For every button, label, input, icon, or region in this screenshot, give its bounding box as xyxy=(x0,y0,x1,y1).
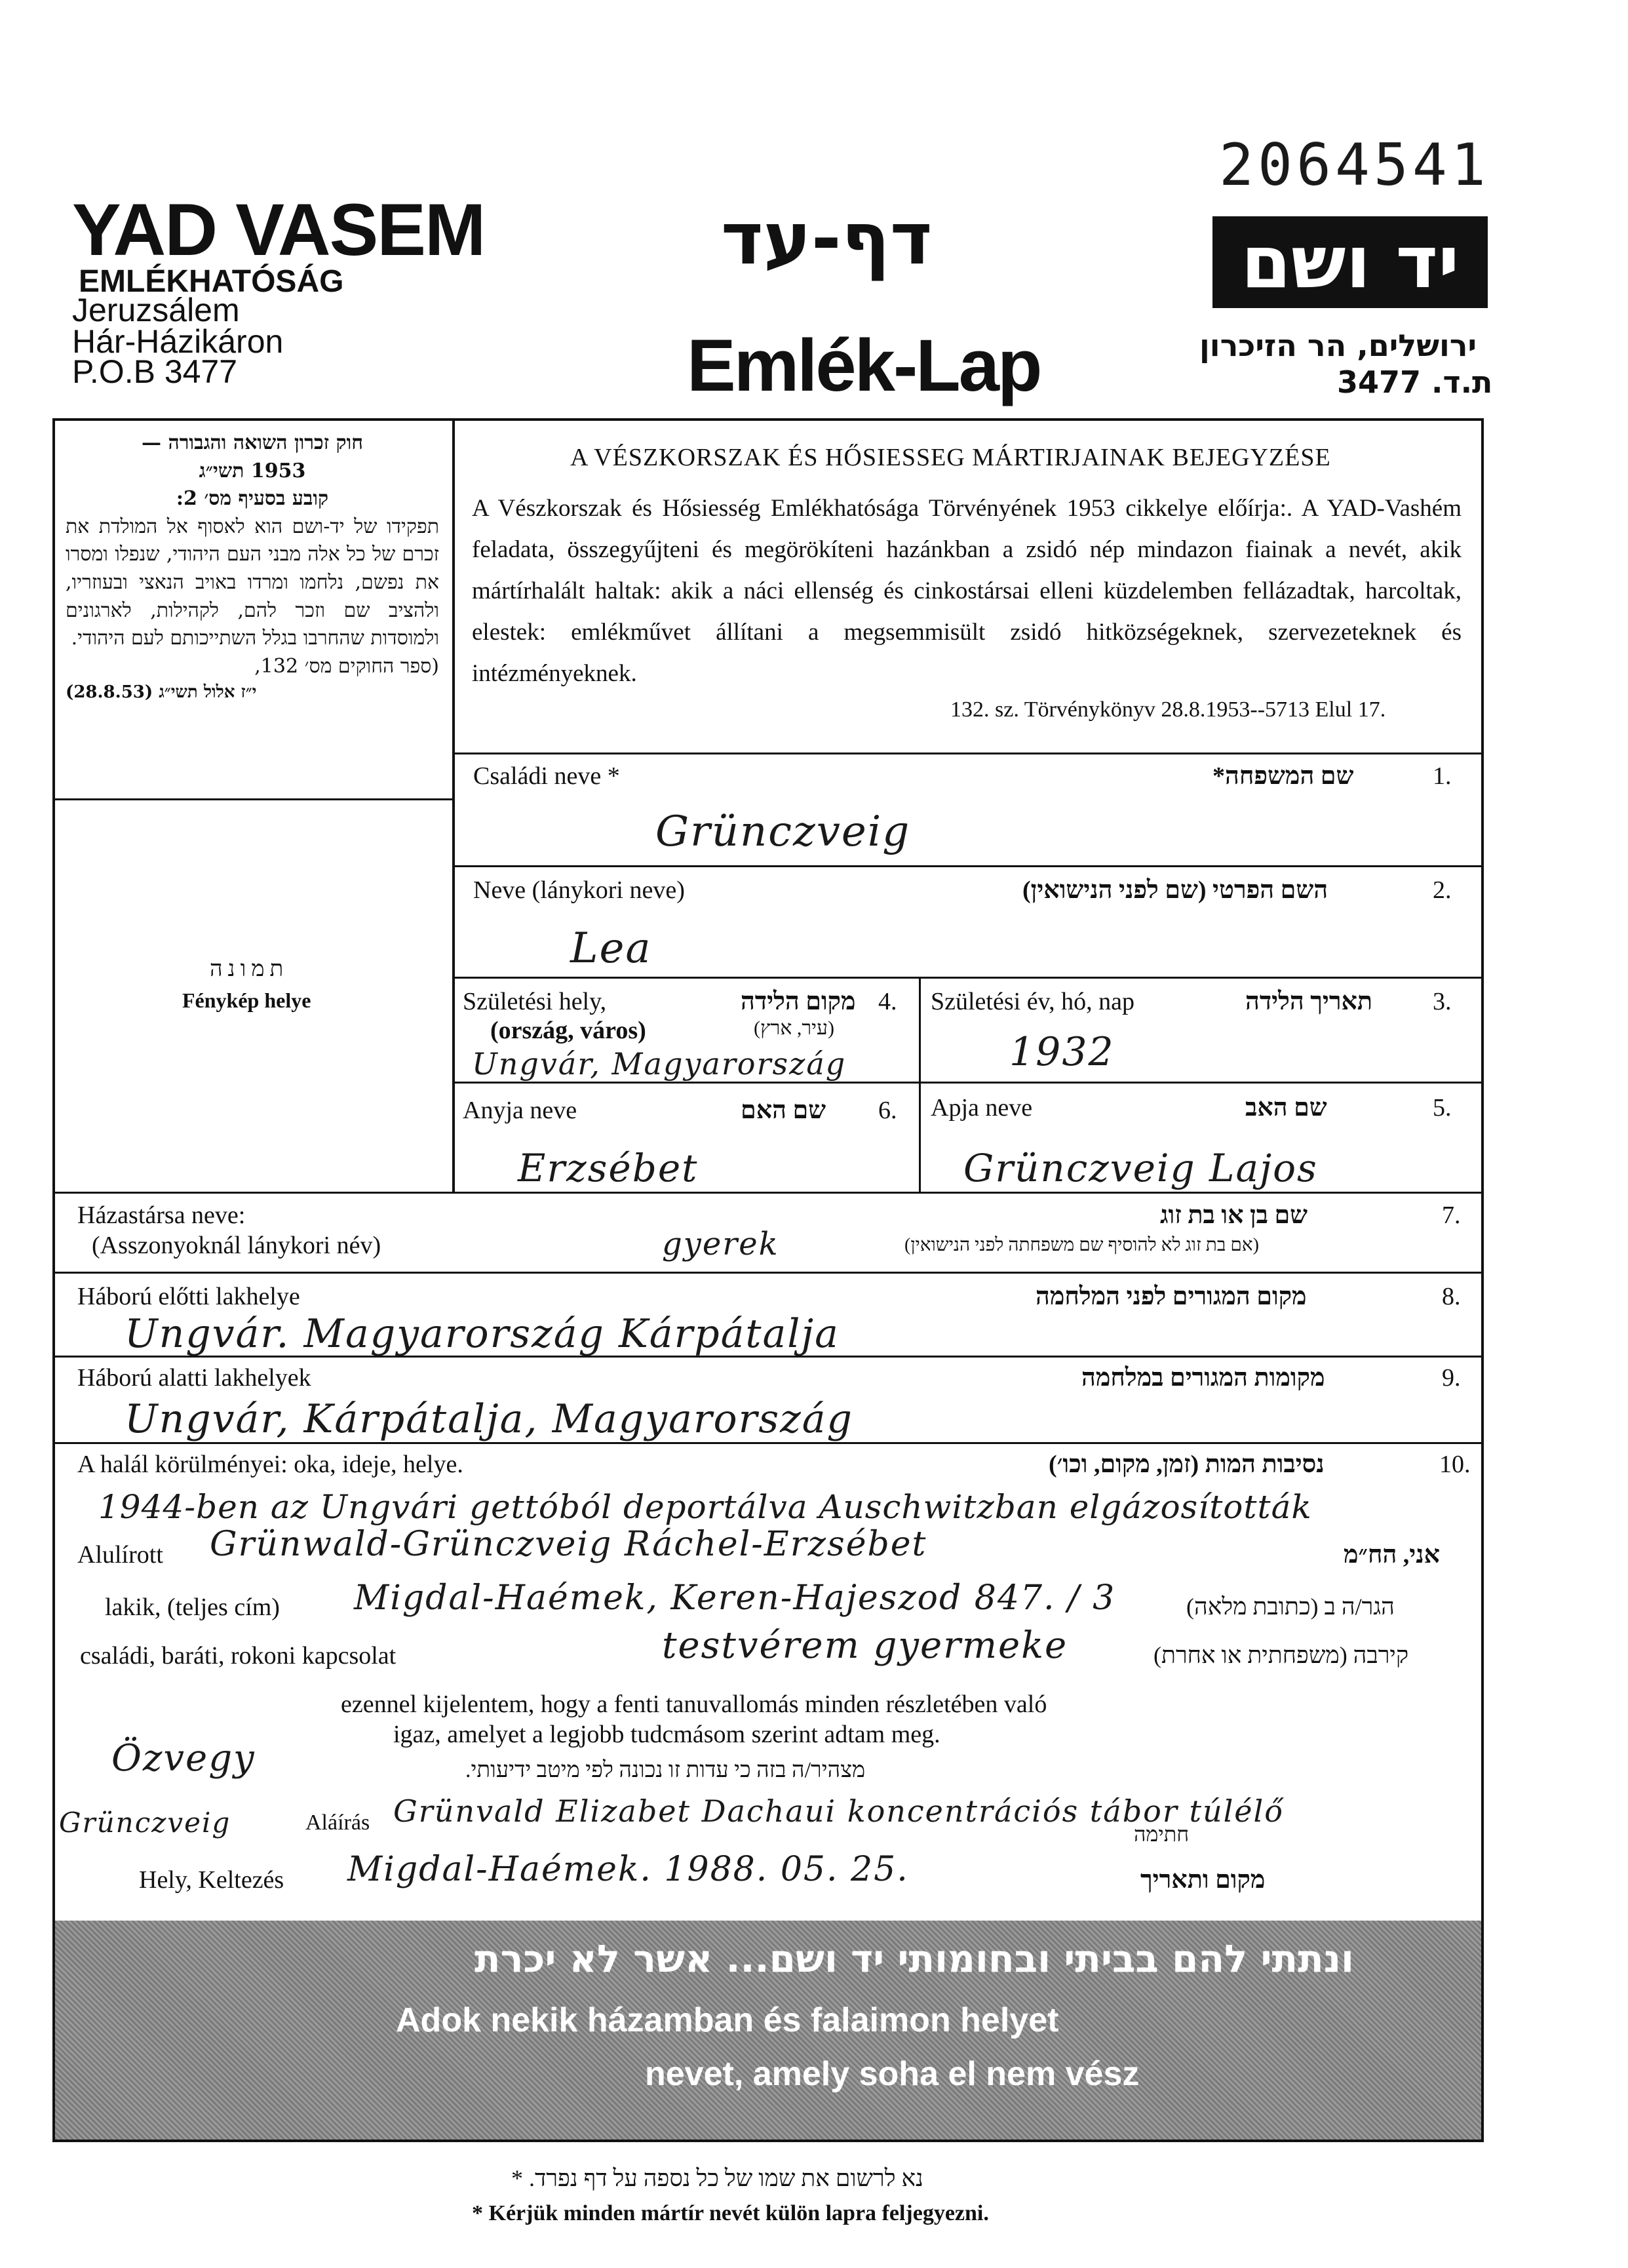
field-10-number: 10. xyxy=(1439,1451,1471,1478)
birthplace-label-hebrew: מקום הלידה xyxy=(741,988,856,1015)
birthplace-label: Születési hely, xyxy=(463,988,607,1015)
frame-bottom xyxy=(52,2140,1484,2142)
father-name-label-hebrew: שם האב xyxy=(1245,1094,1327,1122)
field-2-number: 2. xyxy=(1433,876,1452,904)
margin-note-surname: Grünczveig xyxy=(59,1807,231,1839)
relation-label-hebrew: קירבה (משפחתית או אחרת) xyxy=(1153,1642,1409,1668)
father-name-value: Grünczveig Lajos xyxy=(963,1146,1318,1190)
yad-vashem-logo xyxy=(1212,216,1488,308)
law-title: חוק זכרון השואה והגבורה — xyxy=(142,431,363,454)
statement-hebrew: מצהיר/ה בזה כי עדות זו נכונה לפי מיטב ידיעותי. xyxy=(465,1758,866,1782)
signature-label: Aláírás xyxy=(305,1810,370,1835)
law-date: י״ז אלול תשי״ג (28.8.53) xyxy=(66,682,257,703)
father-name-label: Apja neve xyxy=(931,1094,1033,1122)
signature-label-hebrew: חתימה xyxy=(1134,1822,1190,1846)
spouse-name-label-hebrew: שם בן או בת זוג xyxy=(1160,1202,1308,1229)
declarant-label: Alulírott xyxy=(77,1541,163,1569)
death-circumstances-label-hebrew: נסיבות המות (זמן, מקום, וכו׳) xyxy=(1049,1451,1325,1478)
surname-value: Grünczveig xyxy=(655,808,911,856)
law-reference: (ספר החוקים מס׳ 132, xyxy=(254,654,439,678)
spouse-name-label-hebrew-sub: (אם בת זוג לא להוסיף שם משפחתה לפני הנישואין) xyxy=(904,1235,1259,1255)
birthplace-value: Ungvár, Magyarország xyxy=(472,1046,847,1082)
address-value: Migdal-Haémek, Keren-Hajeszod 847. / 3 xyxy=(354,1578,1116,1618)
address-label: lakik, (teljes cím) xyxy=(105,1593,280,1621)
relation-value: testvérem gyermeke xyxy=(662,1624,1068,1667)
death-circumstances-label: A halál körülményei: oka, ideje, helye. xyxy=(77,1451,463,1478)
footer-note-hebrew-text: נא לרשום את שמו של כל נספה על דף נפרד. xyxy=(529,2165,923,2191)
frame-left xyxy=(52,418,55,2142)
surname-label-hebrew: שם המשפחה* xyxy=(1212,762,1354,790)
intro-text: A Vészkorszak és Hősiesség Emlékhatósága Törvényének 1953 cikkelye előírja:. A YAD-Vashém feladata, összegyűjteni és megörökíteni hazánkban a zsidó nép mindazon fiainak a nevét, akik mártírhalált haltak: akik a náci ellenség és cinkostársai elleni küzdelemben fellázadtak, harcoltak, elestek: emlékművet állítani a megsemmisült zsidó hitközségeknek, szervezeteknek és intézményeknek. xyxy=(472,495,1462,687)
record-number: 2064541 xyxy=(1219,131,1490,199)
pob-hebrew: ת.ד. 3477 xyxy=(1337,364,1493,400)
spouse-name-value: gyerek xyxy=(662,1226,779,1262)
law-section: קובע בסעיף מס׳ 2: xyxy=(176,487,329,511)
org-city: Jeruzsálem xyxy=(72,292,240,328)
org-subtitle: EMLÉKHATÓSÁG xyxy=(79,264,344,299)
relation-label: családi, baráti, rokoni kapcsolat xyxy=(80,1642,397,1670)
left-panel-divider xyxy=(452,418,455,1192)
declarant-name-value: Grünwald-Grünczveig Ráchel-Erzsébet xyxy=(210,1525,927,1564)
row-line-1 xyxy=(454,753,1483,754)
place-date-label: Hely, Keltezés xyxy=(139,1866,284,1894)
row-line-5 xyxy=(52,1192,1484,1194)
death-circumstances-value: 1944-ben az Ungvári gettóból deportálva Auschwitzban elgázosították xyxy=(98,1488,1312,1526)
statement-line-2: igaz, amelyet a legjobb tudcmásom szerint adtam meg. xyxy=(393,1721,940,1748)
birthdate-value: 1932 xyxy=(1009,1029,1115,1075)
prewar-residence-value: Ungvár. Magyarország Kárpátalja xyxy=(125,1311,840,1357)
birthplace-label-sub: (ország, város) xyxy=(490,1017,646,1044)
wartime-residence-label-hebrew: מקומות המגורים במלחמה xyxy=(1081,1364,1325,1392)
address-label-hebrew: הגר/ה ב (כתובת מלאה) xyxy=(1186,1593,1395,1620)
mother-name-label: Anyja neve xyxy=(463,1097,577,1124)
given-name-value: Lea xyxy=(570,924,652,973)
spouse-name-label: Házastársa neve: xyxy=(77,1202,246,1229)
field-4-number: 4. xyxy=(878,988,897,1015)
surname-label: Családi neve * xyxy=(473,762,620,790)
birthplace-label-hebrew-sub: (עיר, ארץ) xyxy=(754,1017,834,1039)
given-name-label: Neve (lánykori neve) xyxy=(473,876,685,904)
form-title: Emlék-Lap xyxy=(687,324,1041,406)
law-text-block xyxy=(66,429,439,705)
org-location: Hár-Házikáron xyxy=(72,323,284,360)
banner-line-1: Adok nekik házamban és falaimon helyet xyxy=(396,2001,1059,2039)
field-6-number: 6. xyxy=(878,1097,897,1124)
footer-note-hebrew: נא לרשום את שמו של כל נספה על דף נפרד. * xyxy=(511,2165,923,2191)
given-name-label-hebrew: השם הפרטי (שם לפני הנישואין) xyxy=(1022,876,1328,904)
frame-right xyxy=(1481,418,1484,2142)
row-line-3 xyxy=(454,977,1483,979)
title-hebrew: דף-עד xyxy=(721,197,933,281)
statement-line-1: ezennel kijelentem, hogy a fenti tanuvallomás minden részletében való xyxy=(341,1691,1047,1718)
logo-text-hebrew: יד ושם xyxy=(1241,220,1460,304)
mid-divider xyxy=(919,977,921,1193)
banner-hebrew: ונתתי להם בביתי ובחומותי יד ושם... אשר לא יכרת xyxy=(475,1936,1354,1981)
margin-note-widow: Özvegy xyxy=(111,1737,256,1780)
photo-placeholder-label: Fénykép helye xyxy=(182,988,311,1012)
field-9-number: 9. xyxy=(1442,1364,1461,1392)
left-panel-separator xyxy=(55,798,454,800)
org-pob: P.O.B 3477 xyxy=(72,353,238,390)
birthdate-label-hebrew: תאריך הלידה xyxy=(1245,988,1373,1015)
address-hebrew: ירושלים, הר הזיכרון xyxy=(1199,328,1477,363)
prewar-residence-label: Háború előtti lakhelye xyxy=(77,1283,300,1310)
org-name: YAD VASEM xyxy=(72,189,485,271)
place-date-value: Migdal-Haémek. 1988. 05. 25. xyxy=(347,1850,909,1889)
wartime-residence-label: Háború alatti lakhelyek xyxy=(77,1364,311,1392)
photo-label-hebrew: תמונה xyxy=(210,957,289,981)
row-line-2 xyxy=(454,865,1483,867)
wartime-residence-value: Ungvár, Kárpátalja, Magyarország xyxy=(125,1396,853,1442)
quote-banner xyxy=(55,1921,1481,2140)
field-8-number: 8. xyxy=(1442,1283,1461,1310)
mother-name-value: Erzsébet xyxy=(518,1146,699,1190)
intro-title: A VÉSZKORSZAK ÉS HŐSIESSEG MÁRTIRJAINAK BEJEGYZÉSE xyxy=(570,444,1331,471)
intro-citation: 132. sz. Törvénykönyv 28.8.1953--5713 Elul 17. xyxy=(950,697,1386,722)
footer-note: * Kérjük minden mártír nevét külön lapra feljegyezni. xyxy=(472,2201,989,2225)
row-line-8 xyxy=(52,1442,1484,1444)
signature-value: Grünvald Elizabet Dachaui koncentrációs tábor túlélő xyxy=(393,1793,1284,1829)
field-7-number: 7. xyxy=(1442,1202,1461,1229)
prewar-residence-label-hebrew: מקום המגורים לפני המלחמה xyxy=(1036,1283,1307,1310)
banner-line-2: nevet, amely soha el nem vész xyxy=(645,2055,1140,2093)
birthdate-label: Születési év, hó, nap xyxy=(931,988,1134,1015)
footer-note-text: Kérjük minden mártír nevét külön lapra feljegyezni. xyxy=(488,2201,989,2225)
spouse-name-label-sub: (Asszonyoknál lánykori név) xyxy=(92,1232,381,1259)
law-text: תפקידו של יד-ושם הוא לאסוף אל המולדת את זכרם של כל אלה מבני העם היהודי, שנפלו ומסרו את נפשם, נלחמו ומרדו באויב הנאצי ובעוזריו, ולהציב שם וזכר להם, לקהילות, לארגונים ולמוסדות שהחרבו בגלל השתייכותם לעם היהודי. xyxy=(66,515,439,650)
place-date-label-hebrew: מקום ותאריך xyxy=(1140,1866,1266,1894)
declarant-label-hebrew: אני, הח״מ xyxy=(1344,1541,1441,1569)
row-line-6 xyxy=(52,1272,1484,1274)
field-3-number: 3. xyxy=(1433,988,1452,1015)
frame-top xyxy=(52,418,1484,421)
field-1-number: 1. xyxy=(1433,762,1452,790)
law-year: 1953 תשי״ג xyxy=(199,459,306,482)
row-line-4 xyxy=(454,1082,1483,1084)
mother-name-label-hebrew: שם האם xyxy=(741,1097,826,1124)
field-5-number: 5. xyxy=(1433,1094,1452,1122)
